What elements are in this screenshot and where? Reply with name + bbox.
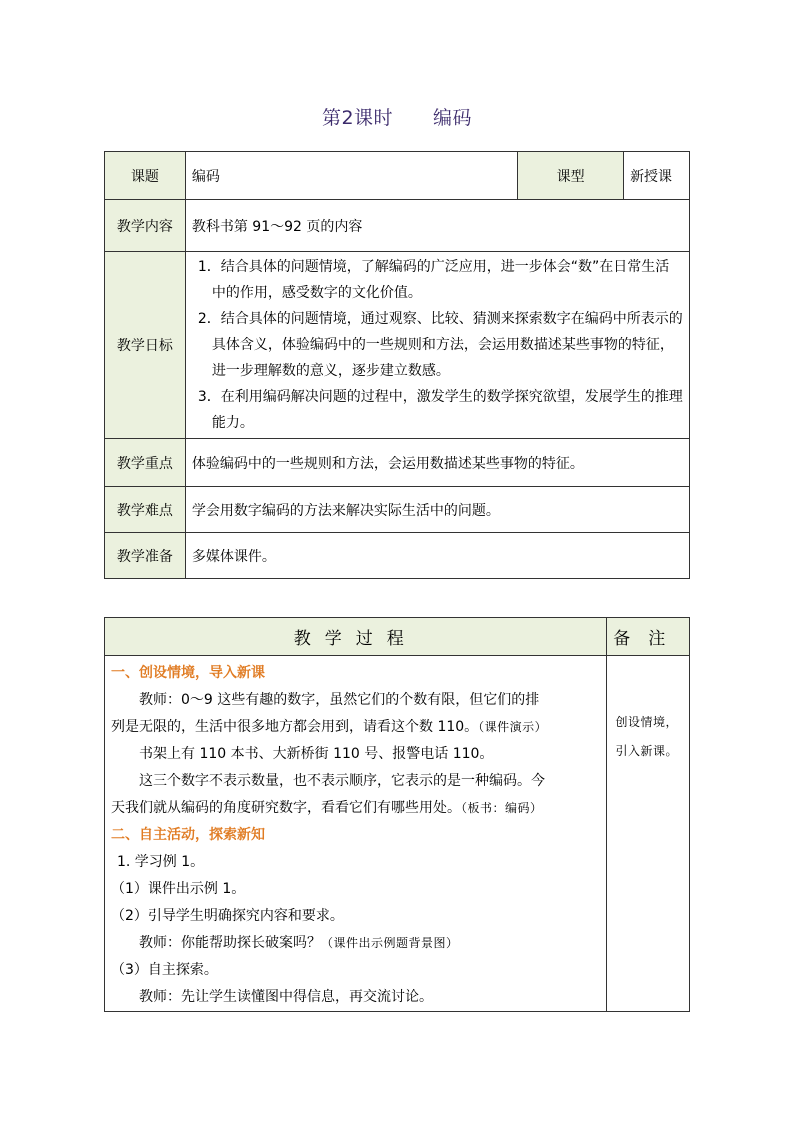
goal-item-1: 1．结合具体的问题情境，了解编码的广泛应用，进一步体会“数”在日常生活中的作用，感受数字的文化价值。 [197,259,670,301]
key-value: 体验编码中的一些规则和方法，会运用数描述某些事物的特征。 [185,439,689,487]
notes-cell [607,656,690,1012]
prep-label: 教学准备 [105,533,186,579]
process-line: 1. 学习例 1。 [117,854,205,870]
type-label: 课型 [518,152,624,200]
process-line: 书架上有 110 本书、大新桥街 110 号、报警电话 110。 [139,746,494,762]
process-line: 天我们就从编码的角度研究数字，看看它们有哪些用处。（板书：编码） [111,800,543,816]
goal-item-2: 2．结合具体的问题情境，通过观察、比较、猜测来探索数字在编码中所表示的具体含义，体验编码中的一些规则和方法，会运用数描述某些事物的特征，进一步理解数的意义，逐步建立数感。 [197,311,683,379]
lesson-title [0,103,794,130]
lesson-topic: 编码 [433,107,473,129]
process-line: 教师：先让学生读懂图中得信息，再交流讨论。 [139,989,433,1005]
key-label: 教学重点 [105,439,186,487]
goals-label: 教学日标 [105,252,186,439]
topic-label: 课题 [105,152,186,200]
process-line: 教师：你能帮助探长破案吗？（课件出示例题背景图） [139,935,459,951]
lesson-number: 第2课时 [321,107,394,129]
section-heading-2: 二、自主活动，探索新知 [111,827,265,843]
prep-value: 多媒体课件。 [185,533,689,579]
content-label: 教学内容 [105,200,186,252]
content-value: 教科书第 91～92 页的内容 [185,200,689,252]
section-heading-1: 一、创设情境，导入新课 [111,665,265,681]
teaching-process-table [104,617,690,1012]
lesson-info-table [104,151,690,579]
process-header: 教学过程 [105,618,607,656]
process-line: （3）自主探索。 [111,962,218,978]
difficulty-label: 教学难点 [105,487,186,533]
process-line: （2）引导学生明确探究内容和要求。 [111,908,344,924]
process-line: 列是无限的，生活中很多地方都会用到，请看这个数 110。（课件演示） [111,719,548,735]
goals-list [185,252,689,439]
goal-item-3: 3．在利用编码解决问题的过程中，激发学生的数学探究欲望，发展学生的推理能力。 [197,389,683,431]
note-line: 引入新课。 [615,744,678,758]
process-line: （1）课件出示例 1。 [111,881,246,897]
process-line: 这三个数字不表示数量，也不表示顺序，它表示的是一种编码。今 [139,773,545,789]
type-value: 新授课 [624,152,690,200]
process-line: 教师：0～9 这些有趣的数字，虽然它们的个数有限，但它们的排 [139,692,540,708]
difficulty-value: 学会用数字编码的方法来解决实际生活中的问题。 [185,487,689,533]
topic-value: 编码 [185,152,517,200]
process-body [105,656,607,1012]
note-line: 创设情境， [615,715,678,729]
notes-header: 备注 [607,618,690,656]
